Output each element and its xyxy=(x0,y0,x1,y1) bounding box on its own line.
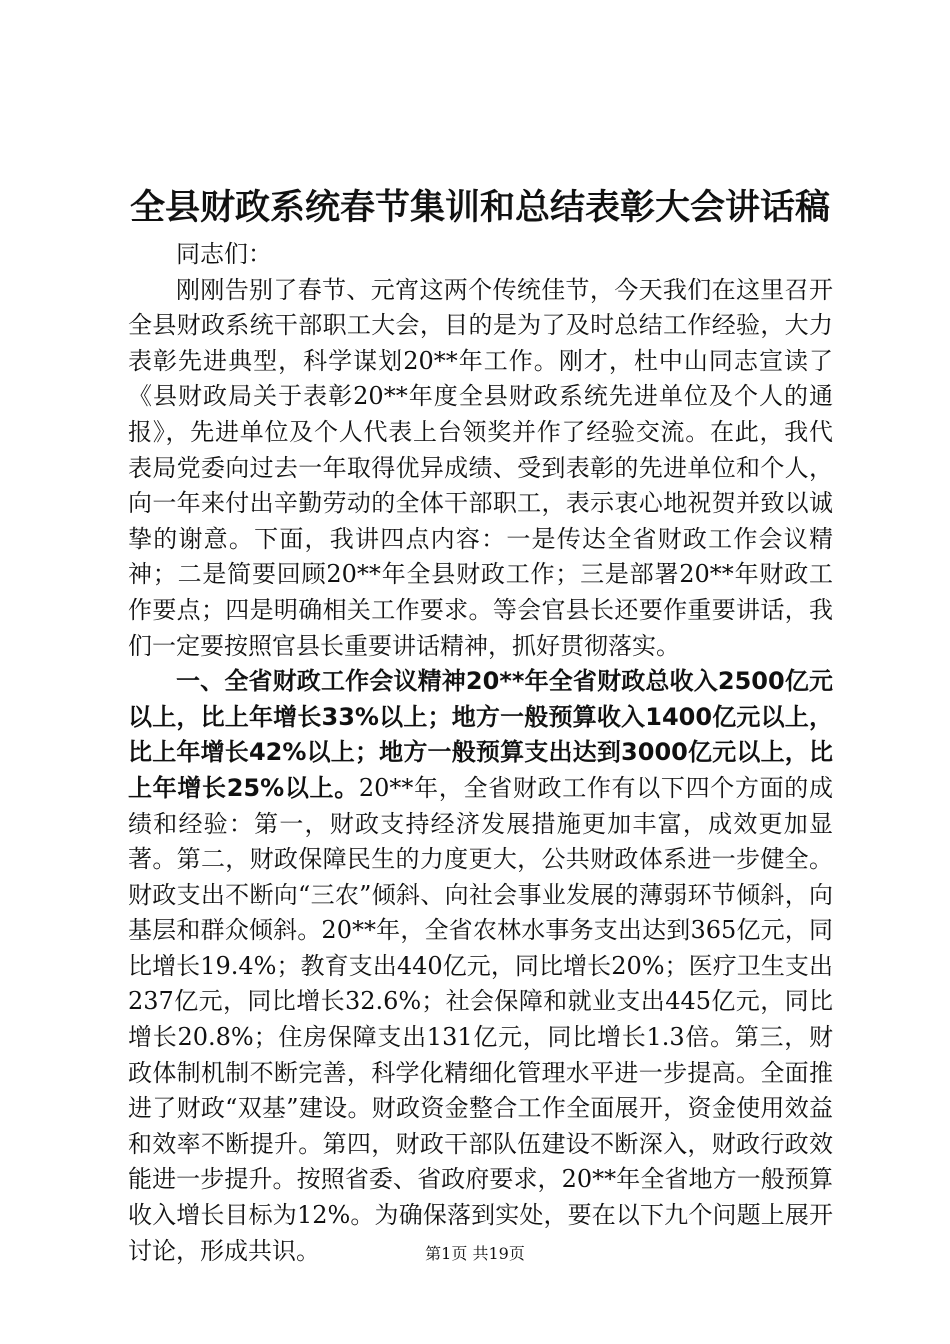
paragraph-intro: 刚刚告别了春节、元宵这两个传统佳节，今天我们在这里召开全县财政系统干部职工大会，目的是为了及时总结工作经验，大力表彰先进典型，科学谋划20**年工作。刚才，杜中山同志宣读了《县财政局关于表彰20**年度全县财政系统先进单位及个人的通报》，先进单位及个人代表上台领奖并作了经验交流。在此，我代表局党委向过去一年取得优异成绩、受到表彰的先进单位和个人，向一年来付出辛勤劳动的全体干部职工，表示衷心地祝贺并致以诚挚的谢意。下面，我讲四点内容：一是传达全省财政工作会议精神；二是简要回顾20**年全县财政工作；三是部署20**年财政工作要点；四是明确相关工作要求。等会官县长还要作重要讲话，我们一定要按照官县长重要讲话精神，抓好贯彻落实。 xyxy=(128,275,833,660)
section-1-text: 20**年，全省财政工作有以下四个方面的成绩和经验：第一，财政支持经济发展措施更加丰富，成效更加显著。第二，财政保障民生的力度更大，公共财政体系进一步健全。财政支出不断向“三农”倾斜、向社会事业发展的薄弱环节倾斜，向基层和群众倾斜。20**年，全省农林水事务支出达到365亿元，同比增长19.4%；教育支出440亿元，同比增长20%；医疗卫生支出237亿元，同比增长32.6%；社会保障和就业支出445亿元，同比增长20.8%；住房保障支出131亿元，同比增长1.3倍。第三，财政体制机制不断完善，科学化精细化管理水平进一步提高。全面推进了财政“双基”建设。财政资金整合工作全面展开，资金使用效益和效率不断提升。第四，财政干部队伍建设不断深入，财政行政效能进一步提升。按照省委、省政府要求，20**年全省地方一般预算收入增长目标为12%。为确保落到实处，要在以下九个问题上展开讨论，形成共识。 xyxy=(128,773,833,1265)
paragraph-section-1 xyxy=(128,664,833,1269)
document-body xyxy=(128,237,833,1269)
page-total: 共19页 xyxy=(472,1244,525,1263)
page-number: 第1页 xyxy=(425,1244,468,1263)
document-title: 全县财政系统春节集训和总结表彰大会讲话稿 xyxy=(129,188,830,228)
salutation: 同志们： xyxy=(176,240,272,268)
section-1-heading: 一、全省财政工作会议精神20**年全省财政总收入2500亿元以上，比上年增长33%以上；地方一般预算收入1400亿元以上，比上年增长42%以上；地方一般预算支出达到3000亿元以上，比上年增长25%以上。 xyxy=(128,667,833,802)
page-footer xyxy=(0,1244,950,1264)
